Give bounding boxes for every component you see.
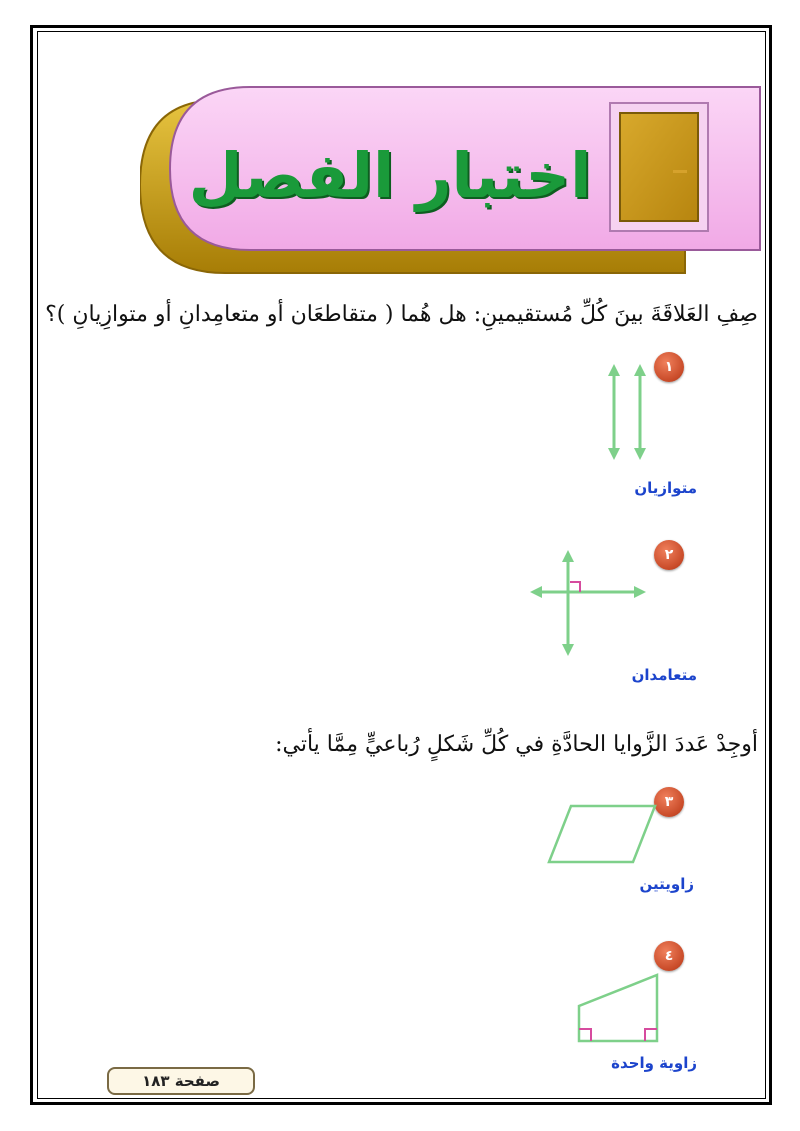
instruction-relationship: صِفِ العَلاقَةَ بينَ كُلِّ مُستقيمينِ: هل هُما ( متقاطعَان أو متعامِدانِ أو متوازِيانِ )؟ <box>45 302 758 327</box>
trapezoid-figure <box>575 972 665 1044</box>
answer-4: زاوية واحدة <box>611 1054 697 1072</box>
question-number-2: ٢ <box>654 540 684 570</box>
parallelogram-figure <box>545 803 660 865</box>
answer-2: متعامدان <box>631 666 697 684</box>
instruction-acute-angles: أوجِدْ عَددَ الزَّوايا الحادَّةِ في كُلِّ شَكلٍ رُباعيٍّ مِمَّا يأتي: <box>275 732 758 757</box>
perpendicular-lines-figure <box>528 548 648 658</box>
square-mark <box>673 170 687 173</box>
question-number-1: ١ <box>654 352 684 382</box>
page-title: اختبار الفصل <box>188 138 592 212</box>
answer-1: متوازيان <box>634 479 697 497</box>
question-number-3: ٣ <box>654 787 684 817</box>
question-number-4: ٤ <box>654 941 684 971</box>
answer-3: زاويتين <box>639 875 694 893</box>
parallel-lines-figure <box>598 362 658 462</box>
page-number-label: صفحة ١٨٣ <box>107 1067 255 1095</box>
